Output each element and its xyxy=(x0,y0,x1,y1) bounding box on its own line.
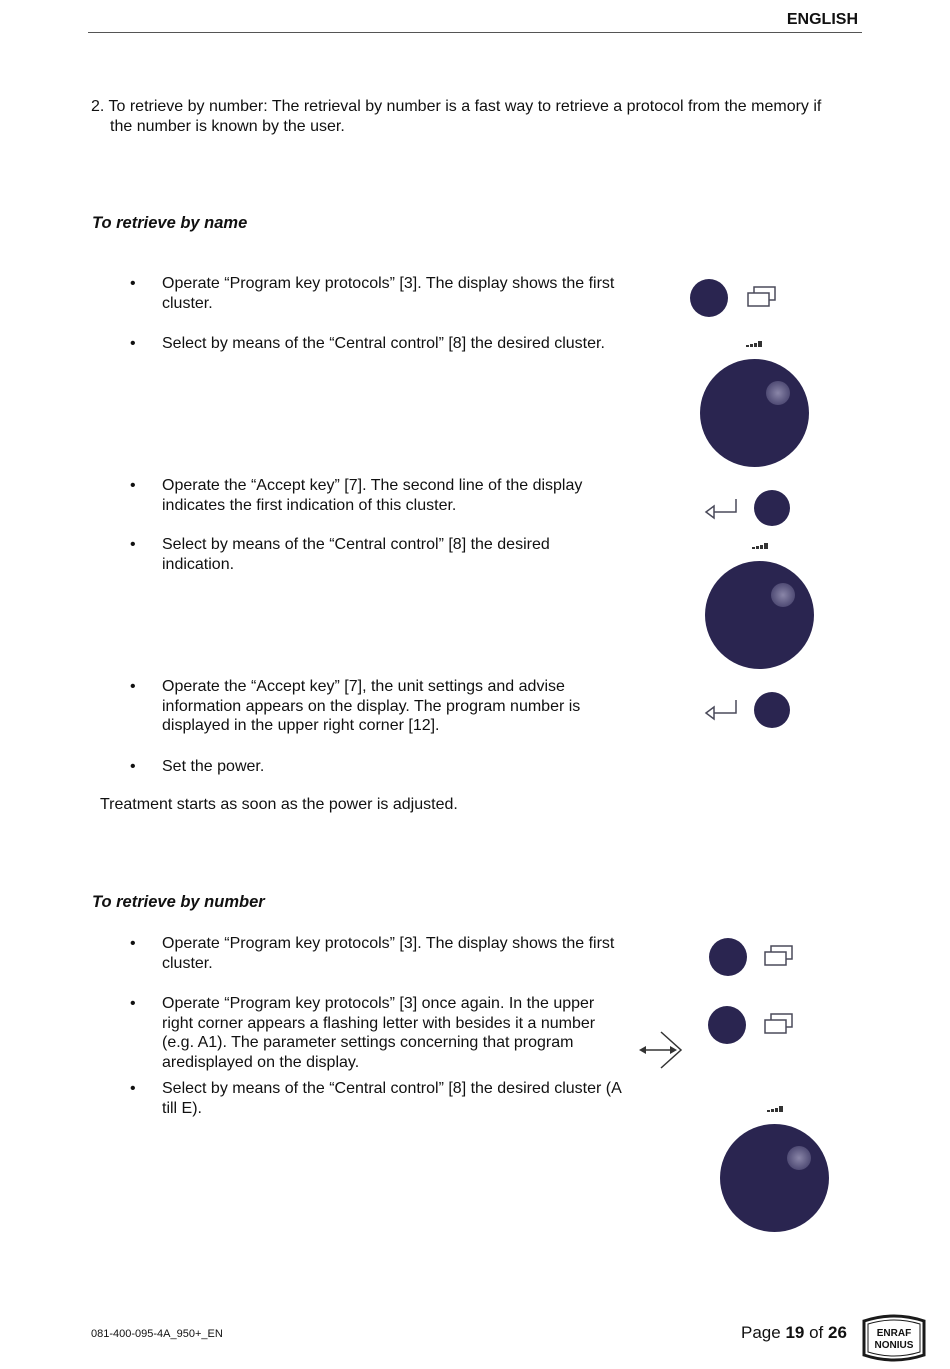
list-item xyxy=(130,1079,625,1118)
level-indicator-icon xyxy=(745,339,765,349)
list-item xyxy=(130,934,625,973)
list-item xyxy=(130,476,625,515)
protocol-key-icon xyxy=(762,1012,796,1036)
bullet-icon: • xyxy=(130,758,136,775)
list-item-text: Set the power. xyxy=(162,758,265,775)
protocol-key-icon xyxy=(745,285,779,309)
list-item xyxy=(130,677,625,736)
logo-line-2: NONIUS xyxy=(874,1340,914,1351)
bullet-icon: • xyxy=(130,935,136,952)
list-item xyxy=(130,535,625,574)
accept-button-icon xyxy=(754,692,790,728)
knob-indicator-icon xyxy=(771,583,795,607)
document-code: 081-400-095-4A_950+_EN xyxy=(91,1328,223,1340)
accept-key-icon xyxy=(703,496,739,520)
bullet-icon: • xyxy=(130,477,136,494)
list-item-text: Select by means of the “Central control” [8] the desired cluster. xyxy=(162,335,605,352)
intro-line-1: 2. To retrieve by number: The retrieval by number is a fast way to retrieve a protocol from the memory if xyxy=(91,98,822,115)
list-item-text: Operate the “Accept key” [7], the unit settings and advise information appears on the display. The program number is displayed in the upper right corner [12]. xyxy=(162,678,581,735)
logo-line-1: ENRAF xyxy=(876,1328,912,1339)
list-item-text: Operate “Program key protocols” [3]. The display shows the first cluster. xyxy=(162,275,615,312)
list-item-text: Operate “Program key protocols” [3]. The display shows the first cluster. xyxy=(162,935,615,972)
bullet-icon: • xyxy=(130,335,136,352)
list-item-text: Operate “Program key protocols” [3] once again. In the upper right corner appears a flashing letter with besides it a number (e.g. A1). The parameter settings concerning that program aredisplayed on the display. xyxy=(162,995,596,1071)
central-control-knob-icon xyxy=(720,1124,829,1232)
protocol-key-icon xyxy=(762,944,796,968)
bullet-icon: • xyxy=(130,275,136,292)
accept-key-icon xyxy=(703,697,739,721)
bullet-icon: • xyxy=(130,1080,136,1097)
bullet-icon: • xyxy=(130,536,136,553)
accept-button-icon xyxy=(754,490,790,526)
knob-indicator-icon xyxy=(766,381,790,405)
list-item xyxy=(130,274,625,313)
list-item xyxy=(130,994,625,1072)
protocol-button-icon xyxy=(709,938,747,976)
arrow-double-icon xyxy=(637,1029,685,1071)
header-rule xyxy=(88,32,862,33)
bullet-icon: • xyxy=(130,995,136,1012)
knob-indicator-icon xyxy=(787,1146,811,1170)
enraf-nonius-logo xyxy=(862,1313,926,1363)
level-indicator-icon xyxy=(766,1104,786,1114)
treatment-note: Treatment starts as soon as the power is adjusted. xyxy=(100,796,458,813)
list-item-text: Select by means of the “Central control” [8] the desired cluster (A till E). xyxy=(162,1080,621,1117)
page-current: 19 xyxy=(785,1323,805,1342)
protocol-button-icon xyxy=(708,1006,746,1044)
list-item xyxy=(130,334,625,354)
page-total: 26 xyxy=(828,1323,847,1342)
list-item-text: Operate the “Accept key” [7]. The second line of the display indicates the first indication of this cluster. xyxy=(162,477,583,514)
protocol-button-icon xyxy=(690,279,728,317)
page-prefix: Page xyxy=(741,1323,781,1342)
heading-retrieve-by-number: To retrieve by number xyxy=(92,893,265,911)
central-control-knob-icon xyxy=(700,359,809,467)
page-of: of xyxy=(809,1323,824,1342)
central-control-knob-icon xyxy=(705,561,814,669)
level-indicator-icon xyxy=(751,541,771,551)
bullet-icon: • xyxy=(130,678,136,695)
page-number xyxy=(741,1323,847,1343)
list-item-text: Select by means of the “Central control” [8] the desired indication. xyxy=(162,536,550,573)
list-item xyxy=(130,757,625,777)
intro-line-2: the number is known by the user. xyxy=(110,117,345,135)
language-label: ENGLISH xyxy=(786,11,858,28)
heading-retrieve-by-name: To retrieve by name xyxy=(92,214,248,232)
intro-paragraph xyxy=(91,97,866,136)
